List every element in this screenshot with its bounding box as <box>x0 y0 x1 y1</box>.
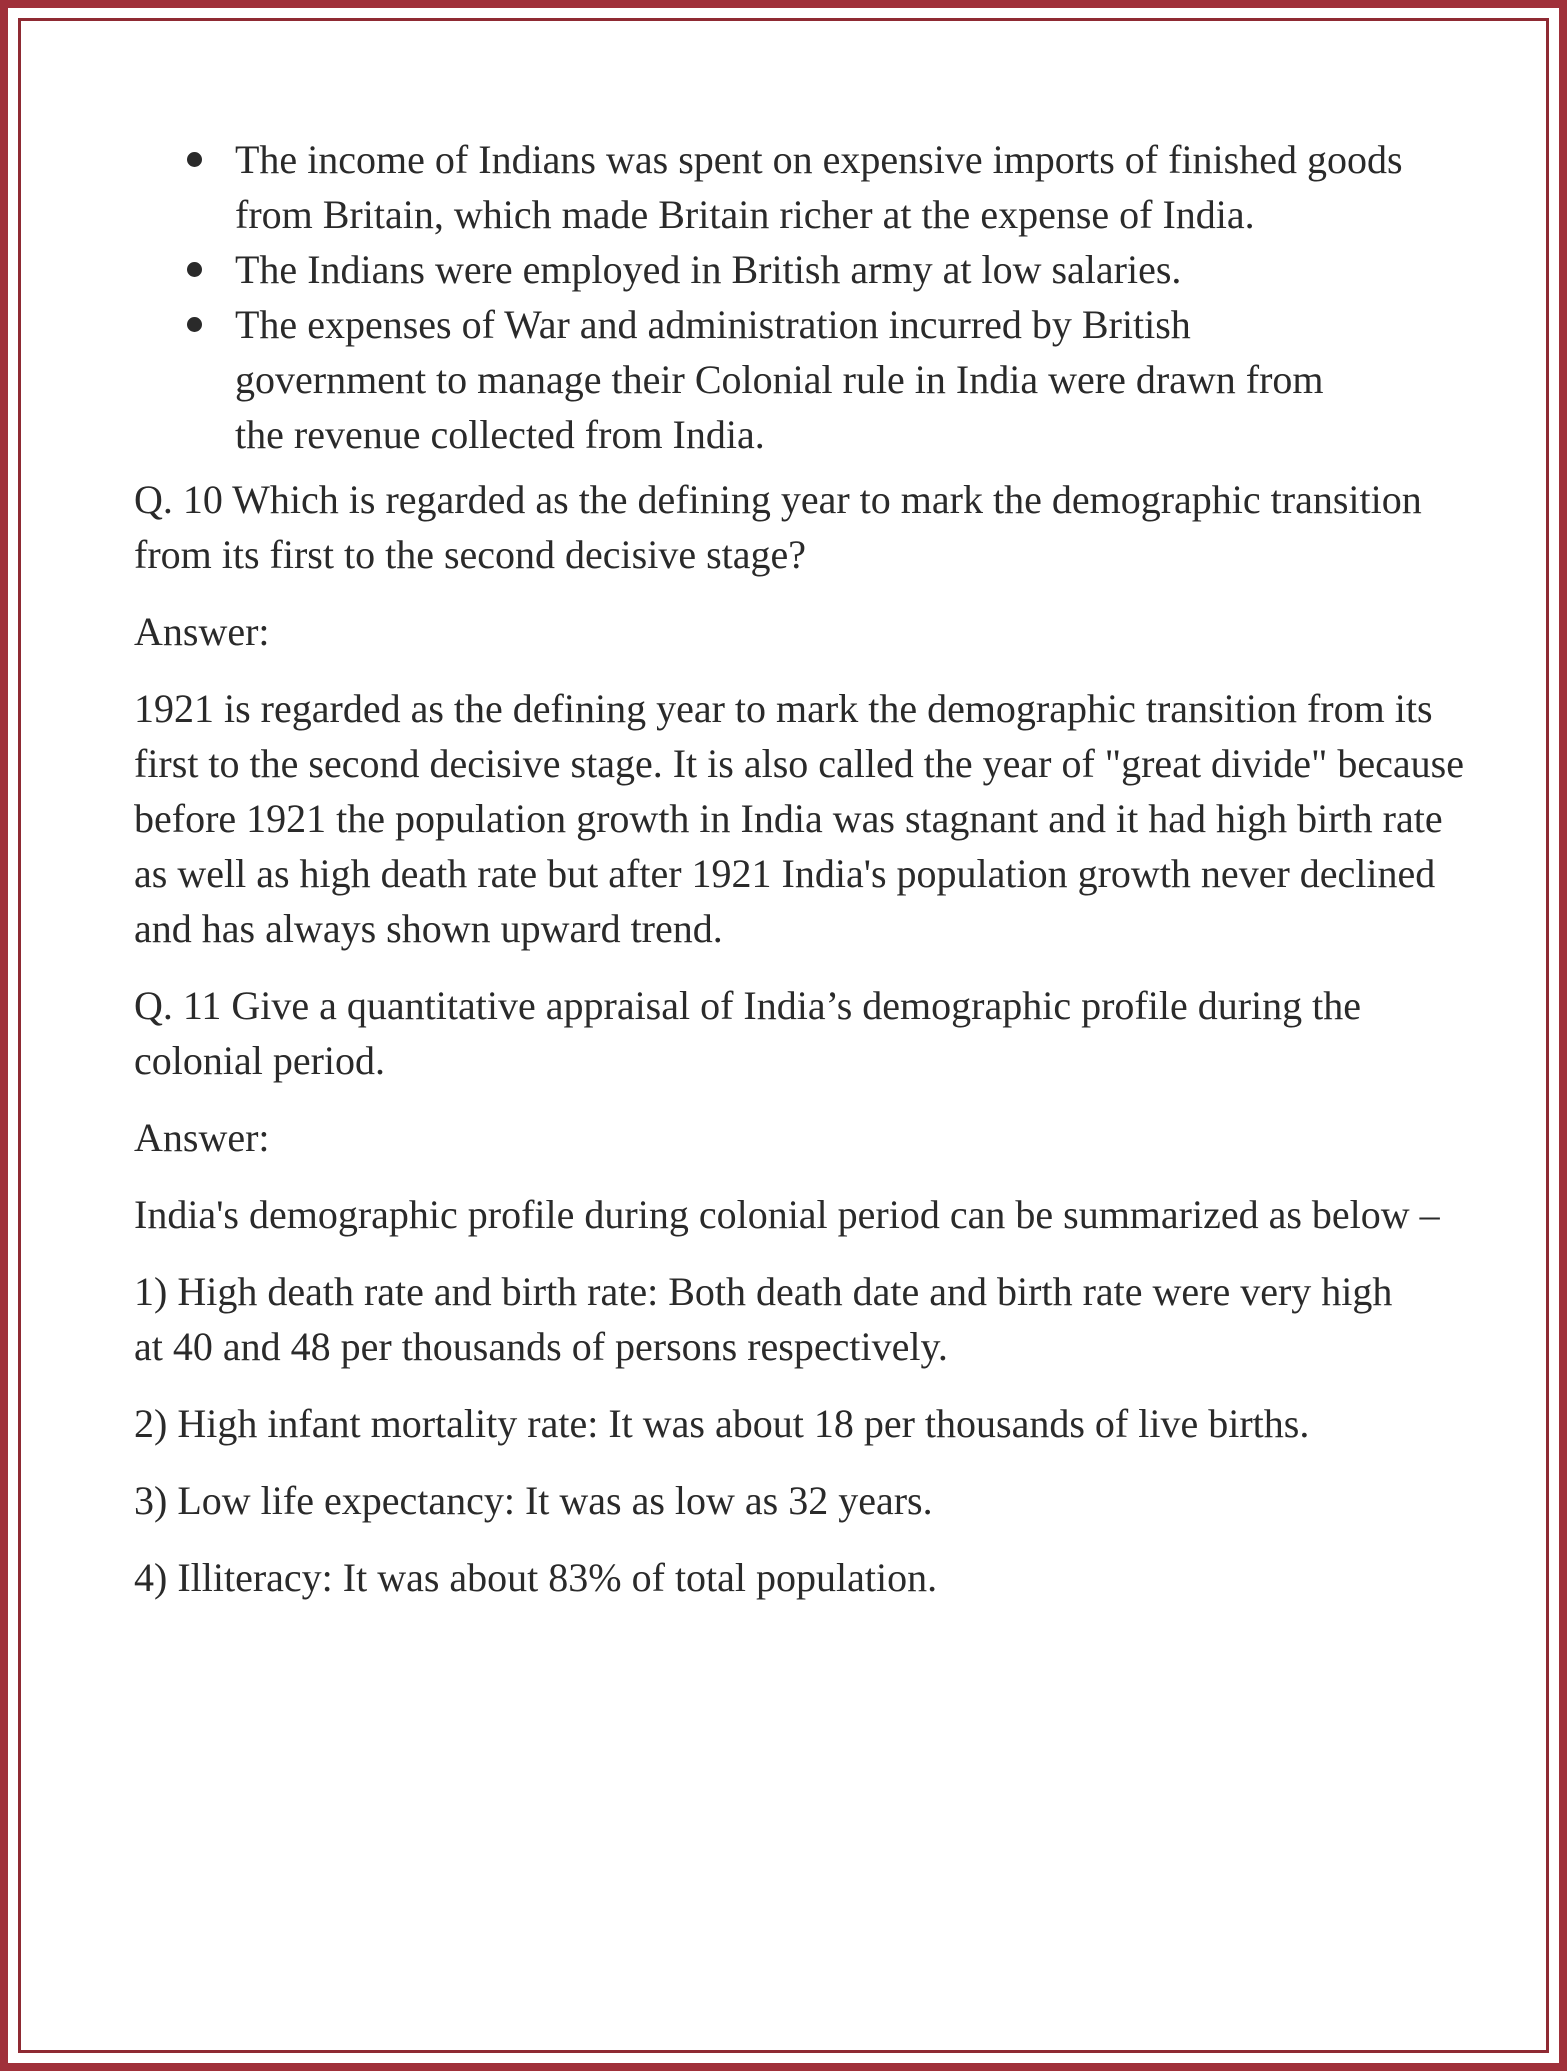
answer-11-point: 2) High infant mortality rate: It was about 18 per thousands of live births. <box>134 1401 1310 1446</box>
answer-11-intro: India's demographic profile during colonial period can be summarized as below – <box>134 1192 1440 1237</box>
answer-label: Answer: <box>134 609 270 654</box>
bullet-text: The Indians were employed in British army at low salaries. <box>235 247 1182 292</box>
bullet-item <box>134 242 1565 297</box>
bullet-text: The expenses of War and administration incurred by British government to manage their Colonial rule in India were drawn from the revenue collected from India. <box>235 302 1324 457</box>
bullet-dot-icon <box>187 152 202 167</box>
answer-10-text: 1921 is regarded as the defining year to mark the demographic transition from its first to the second decisive stage. It is also called the year of "great divide" because before 1921 the population growth in India was stagnant and it had high birth rate as well as high death rate but after 1921 India's population growth never declined and has always shown upward trend. <box>134 686 1464 951</box>
answer-11-point: 3) Low life expectancy: It was as low as 32 years. <box>134 1478 933 1523</box>
question-10: Q. 10 Which is regarded as the defining year to mark the demographic transition from its first to the second decisive stage? <box>134 477 1422 577</box>
answer-11-point: 1) High death rate and birth rate: Both death date and birth rate were very high at 40 and 48 per thousands of persons respectively. <box>134 1269 1393 1369</box>
answer-label: Answer: <box>134 1115 270 1160</box>
bullet-text: The income of Indians was spent on expensive imports of finished goods from Britain, which made Britain richer at the expense of India. <box>235 137 1403 237</box>
bullet-list <box>134 132 1454 462</box>
bullet-item <box>134 297 1335 462</box>
bullet-dot-icon <box>187 317 202 332</box>
answer-11-point: 4) Illiteracy: It was about 83% of total population. <box>134 1555 938 1600</box>
bullet-item <box>134 132 1415 242</box>
question-11: Q. 11 Give a quantitative appraisal of India’s demographic profile during the colonial period. <box>134 983 1362 1083</box>
document-page <box>134 132 1464 1627</box>
bullet-dot-icon <box>187 262 202 277</box>
